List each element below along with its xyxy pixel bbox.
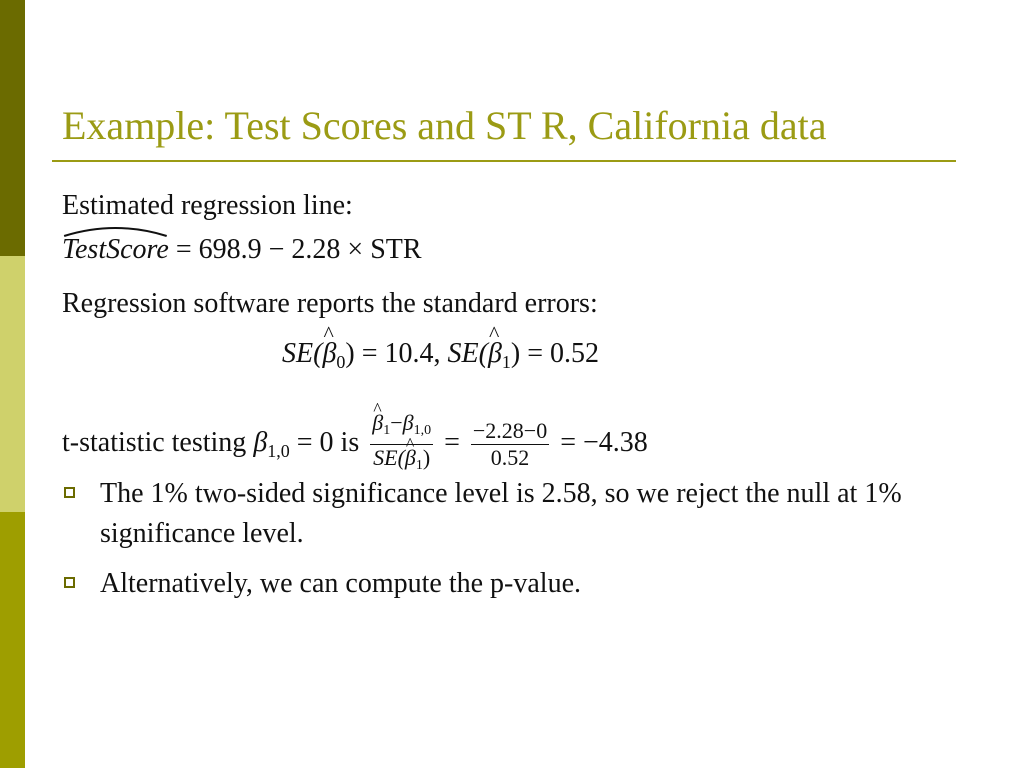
- title-divider: [52, 160, 956, 162]
- regression-equation: [62, 234, 422, 266]
- estimated-label: Estimated regression line:: [62, 190, 353, 221]
- tstat-result: = −4.38: [560, 426, 648, 458]
- se1-beta: ^ β: [488, 338, 502, 370]
- frac1-den-prefix: SE(: [373, 445, 405, 470]
- testscore-hat: [62, 234, 169, 266]
- sidebar-block-bottom: [0, 512, 25, 768]
- tstat-beta: β: [253, 426, 268, 458]
- frac2-numerator: −2.28−0: [472, 418, 548, 443]
- se0-value: ) = 10.4,: [345, 338, 441, 369]
- frac1-beta: β: [402, 410, 414, 435]
- sidebar-decoration: [0, 0, 25, 768]
- slide-title: Example: Test Scores and ST R, California data: [62, 103, 827, 148]
- tstat-line: [62, 410, 648, 479]
- regression-lhs: TestScore: [62, 234, 169, 265]
- standard-errors: [282, 338, 599, 373]
- bullet-square-icon: [64, 577, 75, 588]
- sidebar-block-middle: [0, 256, 25, 512]
- se1-value: ) = 0.52: [510, 338, 600, 369]
- se0-prefix: SE(: [282, 338, 323, 369]
- tstat-fraction-symbolic: [370, 410, 433, 479]
- se1-prefix: SE(: [447, 338, 488, 369]
- frac1-den-beta: ^ β: [405, 445, 416, 471]
- tstat-fraction-numeric: [471, 418, 549, 471]
- frac1-beta-sub: 1,0: [413, 423, 432, 438]
- se1-sub: 1: [501, 352, 511, 372]
- tstat-beta-sub: 1,0: [267, 440, 290, 461]
- tstat-equals-zero-is: = 0 is: [296, 426, 360, 458]
- sidebar-block-top: [0, 0, 25, 256]
- tstat-eq1: =: [444, 426, 460, 458]
- frac2-denominator: 0.52: [490, 445, 530, 470]
- regression-rhs: = 698.9 − 2.28 × STR: [175, 234, 422, 265]
- frac1-beta-hat-sub: 1: [383, 423, 391, 438]
- bullet-text-2: Alternatively, we can compute the p-value.: [100, 568, 581, 599]
- frac1-den-sub: 1: [415, 458, 423, 473]
- se0-beta: ^ β: [322, 338, 336, 370]
- bullet-text-1: The 1% two-sided significance level is 2.58, so we reject the null at 1% significance level.: [100, 478, 902, 549]
- frac1-minus: −: [390, 410, 403, 435]
- frac1-numerator: [370, 410, 433, 445]
- frac1-beta-hat: ^ β: [372, 410, 383, 436]
- software-label: Regression software reports the standard errors:: [62, 288, 598, 319]
- tstat-label: t-statistic testing: [62, 426, 247, 458]
- bullet-square-icon: [64, 487, 75, 498]
- wide-hat-icon: [62, 224, 169, 238]
- frac1-den-suffix: ): [422, 445, 431, 470]
- se0-sub: 0: [336, 352, 346, 372]
